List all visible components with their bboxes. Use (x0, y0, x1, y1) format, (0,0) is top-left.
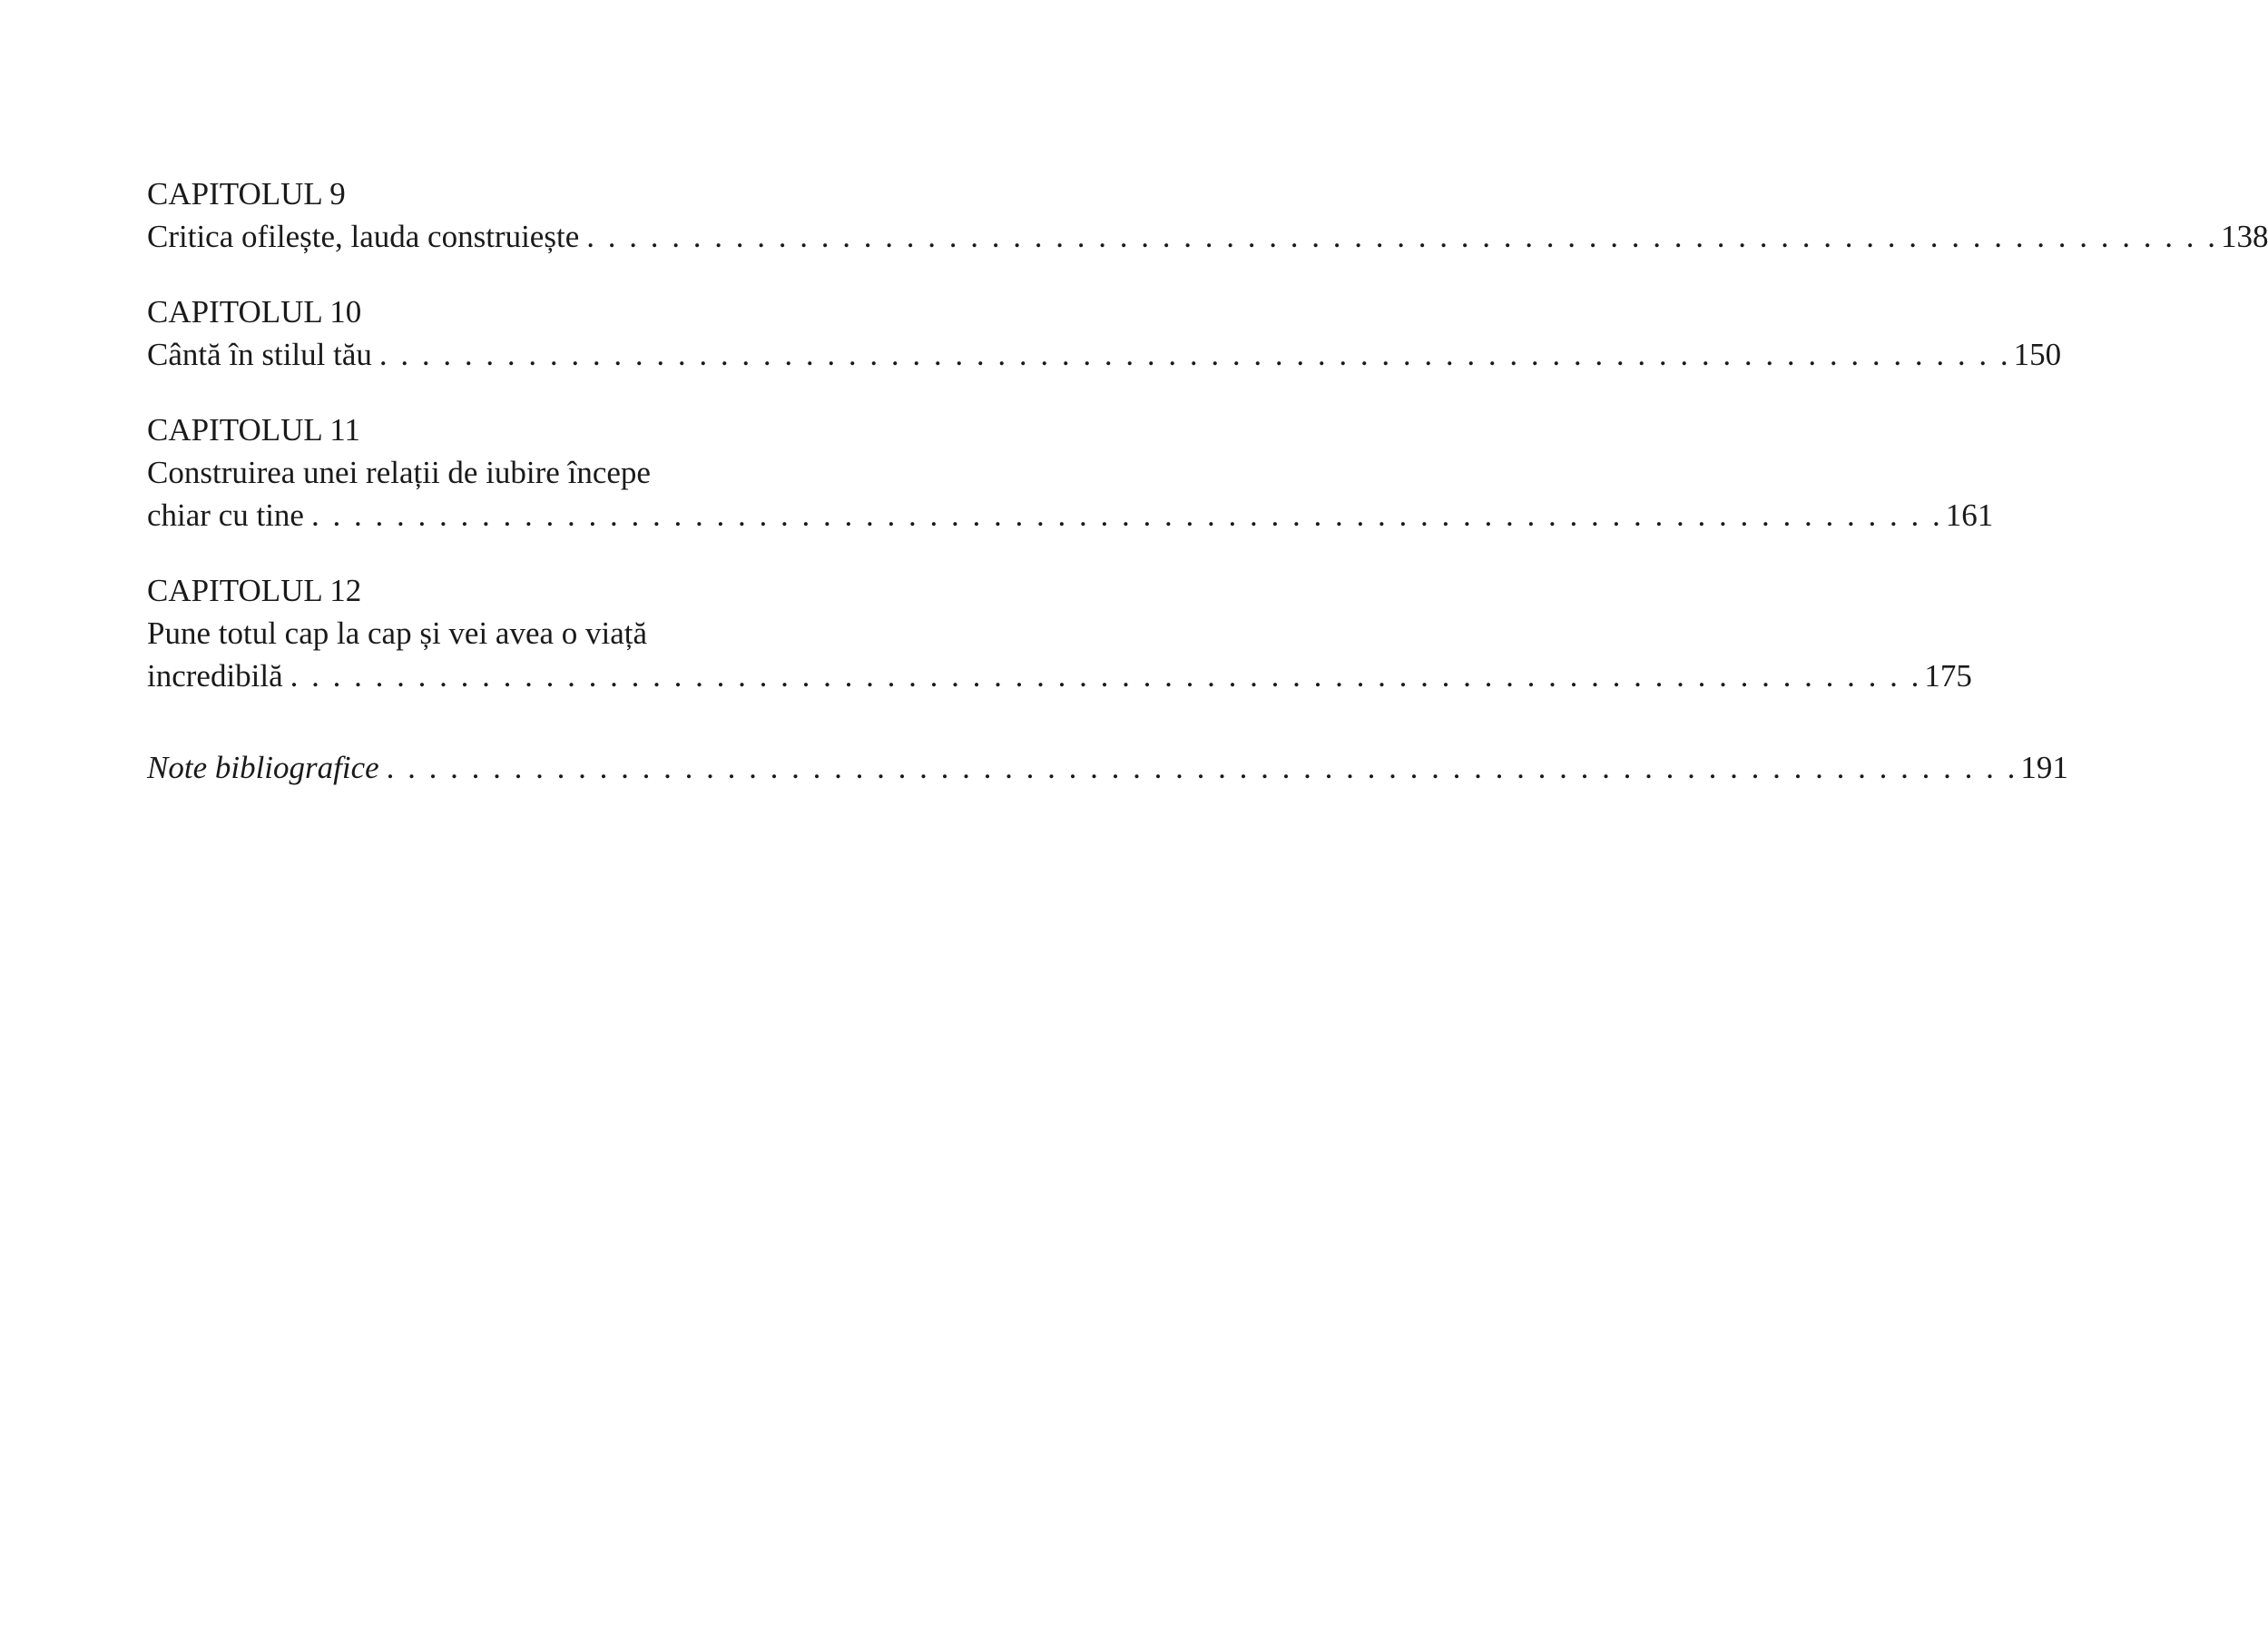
toc-entry-chapter-10 (147, 290, 2062, 376)
chapter-heading: CAPITOLUL 12 (147, 573, 362, 608)
chapter-heading: CAPITOLUL 10 (147, 294, 362, 330)
chapter-heading: CAPITOLUL 11 (147, 412, 360, 448)
chapter-title-first-line: Pune totul cap la cap și vei avea o viață (147, 615, 648, 651)
chapter-title-first-line: Construirea unei relații de iubire începe (147, 455, 651, 490)
chapter-title-line (147, 655, 1972, 697)
page-number: 150 (2013, 337, 2062, 372)
chapter-title-line (147, 333, 2062, 376)
chapter-title-line (147, 494, 1994, 536)
dot-leader: . . . . . . . . . . . . . . . . . . . . . . . . . . . . . . . . . . . . . . . . . . . . . . . . . . . . . . . . . . . . . . . . . . . . . . . . . . . . . (310, 497, 1943, 533)
toc-entry-chapter-12 (147, 569, 1972, 697)
chapter-title-line (147, 215, 2268, 258)
notes-line (147, 746, 2068, 789)
dot-leader: . . . . . . . . . . . . . . . . . . . . . . . . . . . . . . . . . . . . . . . . . . . . . . . . . . . . . . . . . . . . . . . . . . . . . . . . . . . . . (290, 658, 1922, 694)
chapter-title: chiar cu tine (147, 497, 304, 533)
chapter-heading: CAPITOLUL 9 (147, 176, 346, 212)
toc-entry-notes (147, 746, 2068, 789)
dot-leader: . . . . . . . . . . . . . . . . . . . . . . . . . . . . . . . . . . . . . . . . . . . . . . . . . . . . . . . . . . . . . . . . . . . . . . . . . . . . . (586, 219, 2218, 254)
dot-leader: . . . . . . . . . . . . . . . . . . . . . . . . . . . . . . . . . . . . . . . . . . . . . . . . . . . . . . . . . . . . . . . . . . . . . . . . . . . . . (378, 337, 2011, 372)
dot-leader: . . . . . . . . . . . . . . . . . . . . . . . . . . . . . . . . . . . . . . . . . . . . . . . . . . . . . . . . . . . . . . . . . . . . . . . . . . . . . (386, 750, 2018, 785)
chapter-title: Cântă în stilul tău (147, 337, 372, 372)
toc-entry-chapter-9 (147, 172, 2268, 258)
chapter-title: incredibilă (147, 658, 283, 694)
chapter-title: Critica ofilește, lauda construiește (147, 219, 580, 254)
page-number: 175 (1924, 658, 1972, 694)
table-of-contents (147, 172, 2268, 822)
page-number: 161 (1945, 497, 1994, 533)
page-number: 191 (2020, 750, 2068, 785)
page-number: 138 (2220, 219, 2268, 254)
toc-entry-chapter-11 (147, 408, 1994, 536)
notes-title: Note bibliografice (147, 750, 379, 785)
